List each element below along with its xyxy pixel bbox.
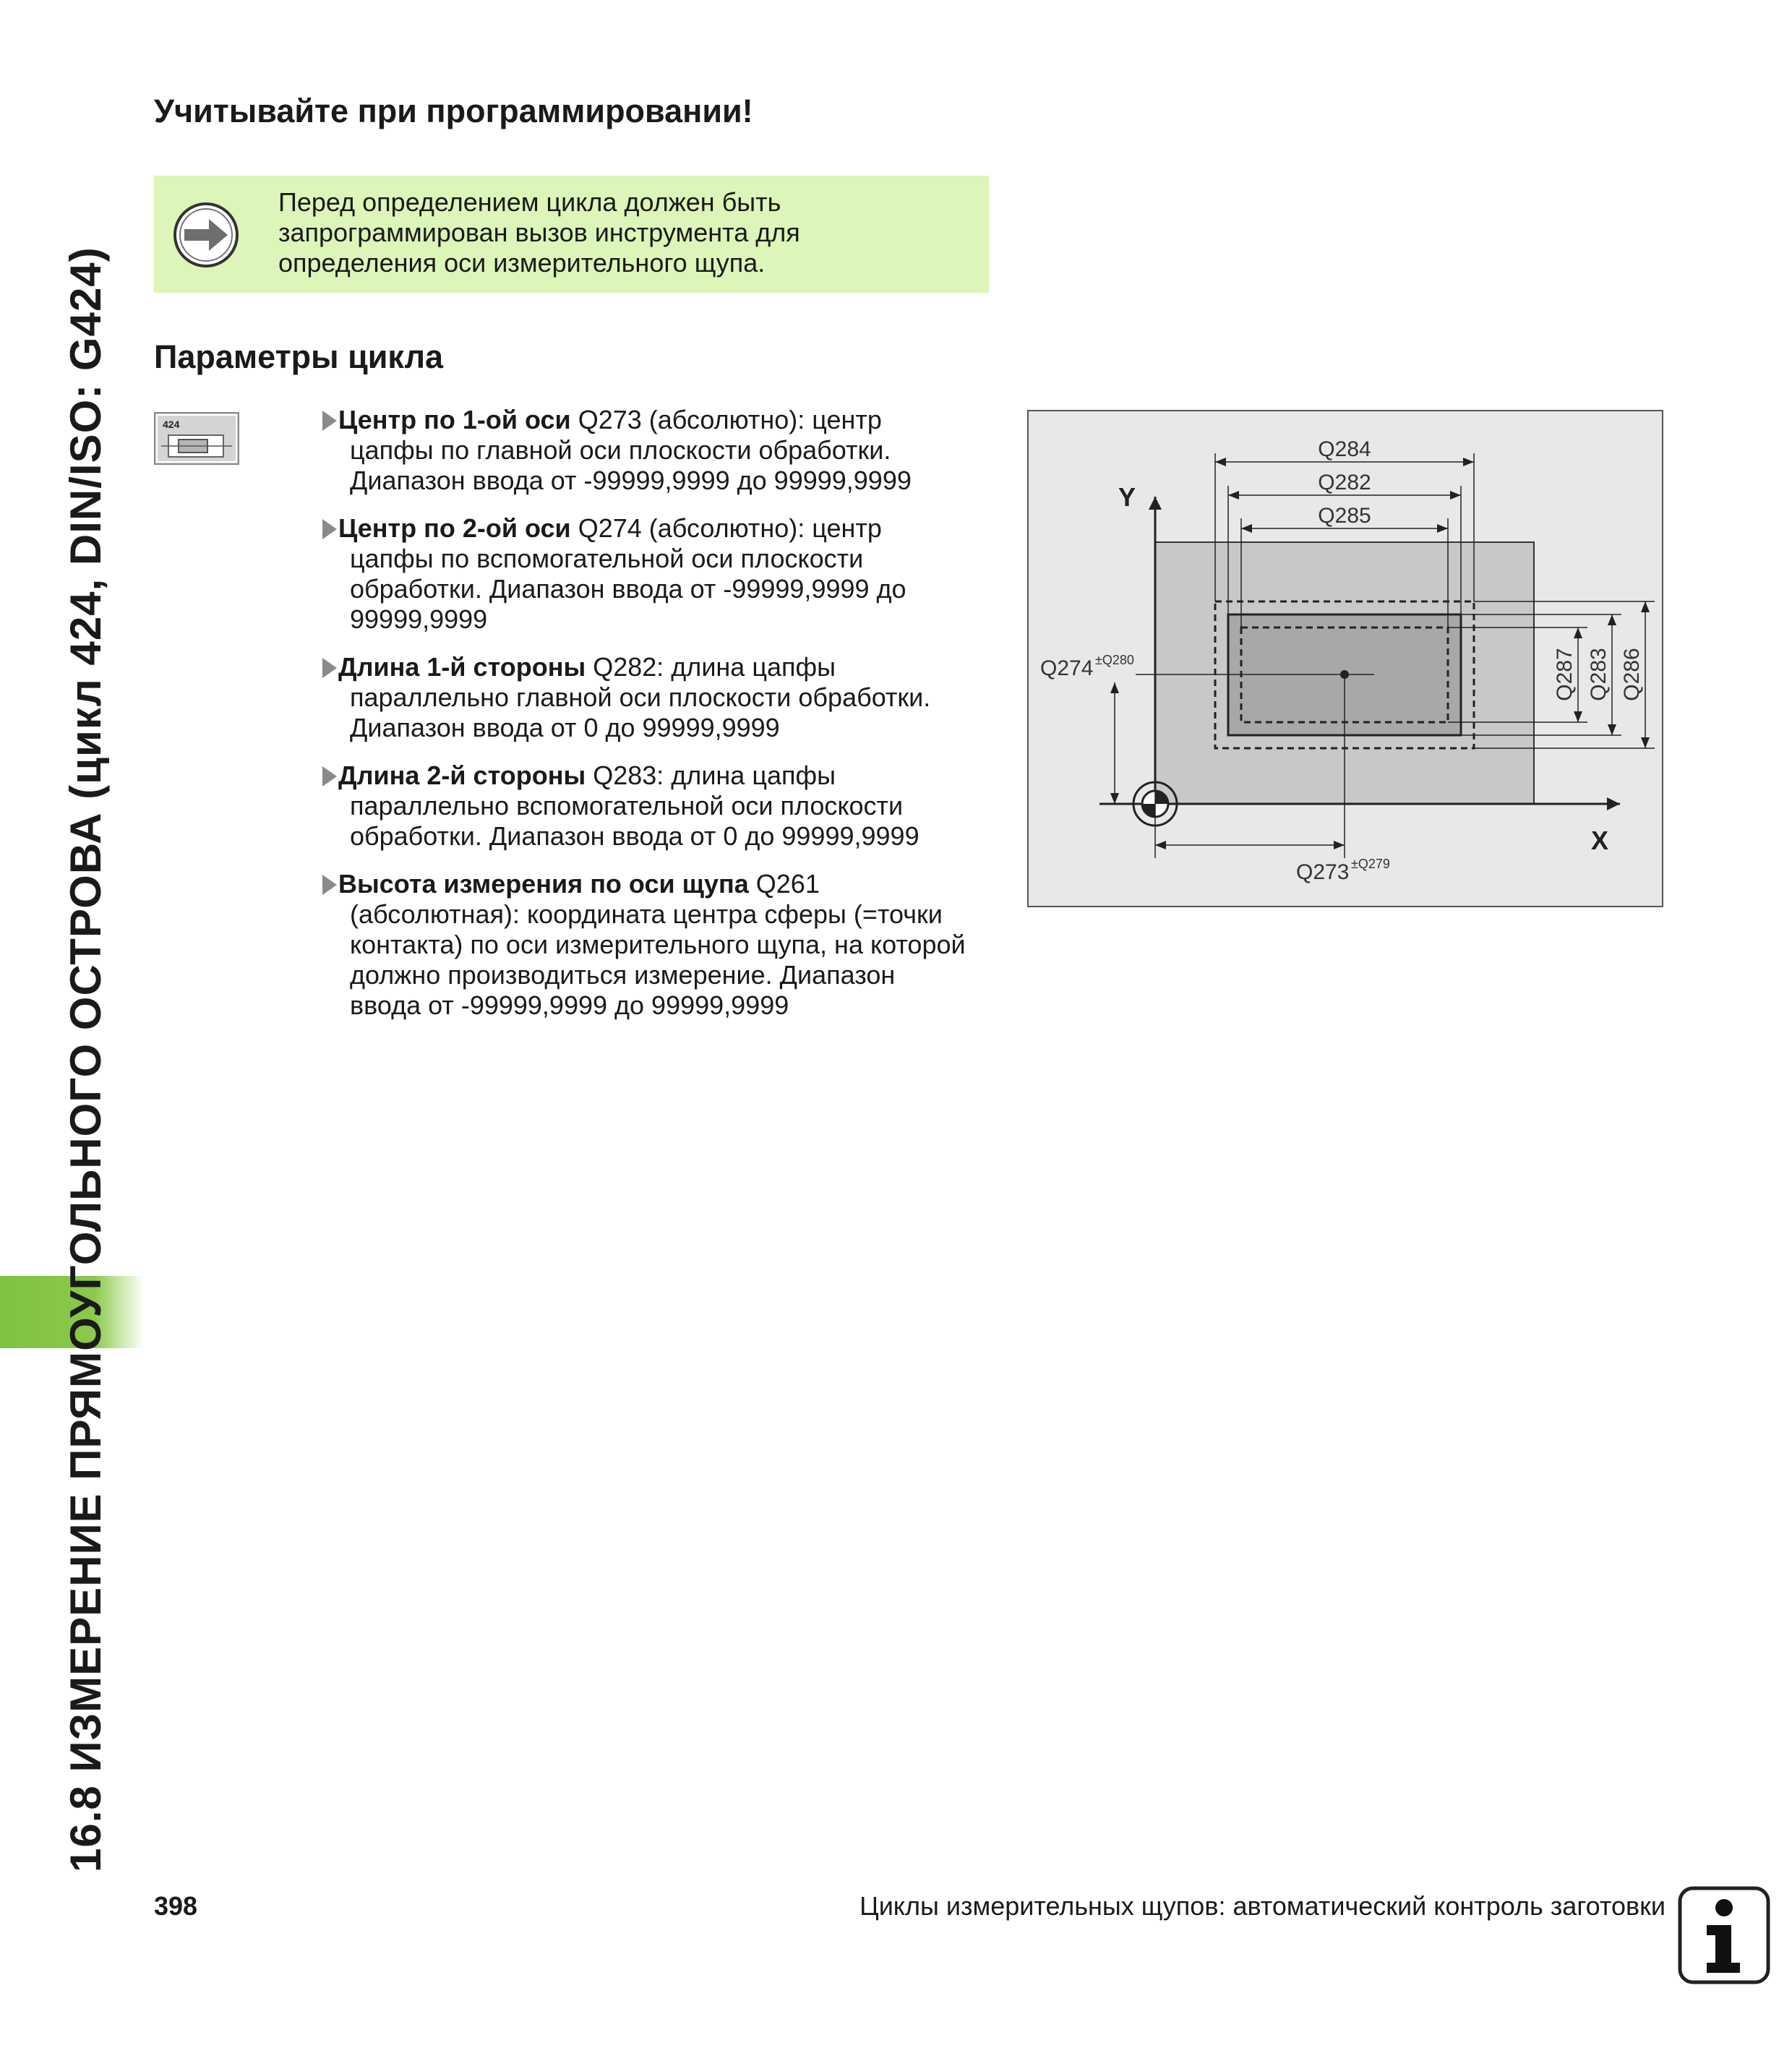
param-desc: (абсолютно): центр <box>648 405 882 434</box>
param-code: Q274 <box>578 513 642 543</box>
chapter-side-title: 16.8 ИЗМЕРЕНИЕ ПРЯМОУГОЛЬНОГО ОСТРОВА (цикл 424, DIN/ISO: G424) <box>61 247 110 1872</box>
param-desc: : длина цапфы <box>656 652 836 682</box>
note-line: запрограммирован вызов инструмента для <box>278 218 800 247</box>
cycle-icon-label: 424 <box>163 419 180 430</box>
cycle-424-softkey-icon[interactable] <box>154 412 239 465</box>
param-code: Q283 <box>593 760 657 790</box>
bullet-arrow-icon <box>322 766 337 787</box>
param-q261 <box>322 869 998 1021</box>
cycle-params-heading: Параметры цикла <box>154 338 444 375</box>
param-desc: : длина цапфы <box>656 760 836 790</box>
param-q283 <box>322 760 998 852</box>
param-title: Центр по 1-ой оси <box>338 405 571 434</box>
note-box <box>154 176 989 293</box>
param-line: Диапазон ввода от 0 до 99999,9999 <box>350 713 780 742</box>
bullet-arrow-icon <box>322 411 337 431</box>
label-q279: ±Q279 <box>1351 857 1390 871</box>
param-q282 <box>322 652 998 743</box>
param-code: Q273 <box>578 405 642 434</box>
param-q274 <box>322 513 998 635</box>
param-line: 99999,9999 <box>350 604 488 634</box>
param-line: (абсолютная): координата центра сферы (=точки <box>350 899 943 929</box>
label-q286: Q286 <box>1620 648 1644 701</box>
info-icon[interactable] <box>1678 1886 1770 1984</box>
param-line: контакта) по оси измерительного щупа, на которой <box>350 930 966 959</box>
bullet-arrow-icon <box>322 658 337 678</box>
bullet-arrow-icon <box>322 875 337 895</box>
param-title: Длина 1-й стороны <box>338 652 586 682</box>
note-line: Перед определением цикла должен быть <box>278 187 781 217</box>
param-line: цапфы по главной оси плоскости обработки. <box>350 435 891 465</box>
param-line: ввода от -99999,9999 до 99999,9999 <box>350 990 789 1020</box>
label-q274: Q274 <box>1040 656 1094 680</box>
arrow-right-icon <box>173 202 239 268</box>
label-q285: Q285 <box>1318 504 1371 528</box>
param-title: Длина 2-й стороны <box>338 760 586 790</box>
label-q284: Q284 <box>1318 437 1371 461</box>
label-q282: Q282 <box>1318 471 1371 494</box>
label-q273: Q273 <box>1296 860 1350 884</box>
param-title: Высота измерения по оси щупа <box>338 869 749 899</box>
param-line: должно производиться измерение. Диапазон <box>350 960 896 990</box>
parameter-list <box>322 405 998 1038</box>
param-title: Центр по 2-ой оси <box>338 513 571 543</box>
note-text <box>278 187 972 278</box>
param-q273 <box>322 405 998 496</box>
bullet-arrow-icon <box>322 519 337 539</box>
param-line: параллельно вспомогательной оси плоскости <box>350 791 904 821</box>
param-line: обработки. Диапазон ввода от 0 до 99999,9999 <box>350 821 919 851</box>
page-number: 398 <box>154 1891 198 1921</box>
param-code: Q282 <box>593 652 657 682</box>
param-line: обработки. Диапазон ввода от -99999,9999 до <box>350 574 906 604</box>
x-axis-label: X <box>1591 826 1609 855</box>
programming-notes-heading: Учитывайте при программировании! <box>154 93 753 129</box>
param-line: Диапазон ввода от -99999,9999 до 99999,9999 <box>350 466 912 495</box>
param-desc: (абсолютно): центр <box>648 513 882 543</box>
param-code: Q261 <box>755 869 820 899</box>
note-line: определения оси измерительного щупа. <box>278 248 766 278</box>
label-q283: Q283 <box>1587 648 1611 701</box>
label-q280: ±Q280 <box>1095 653 1134 667</box>
y-axis-label: Y <box>1118 482 1136 512</box>
param-line: цапфы по вспомогательной оси плоскости <box>350 544 864 573</box>
rectangular-island-diagram <box>1027 410 1663 907</box>
label-q287: Q287 <box>1553 648 1577 701</box>
footer-text: Циклы измерительных щупов: автоматический контроль заготовки <box>859 1891 1665 1921</box>
param-line: параллельно главной оси плоскости обработки. <box>350 682 931 712</box>
